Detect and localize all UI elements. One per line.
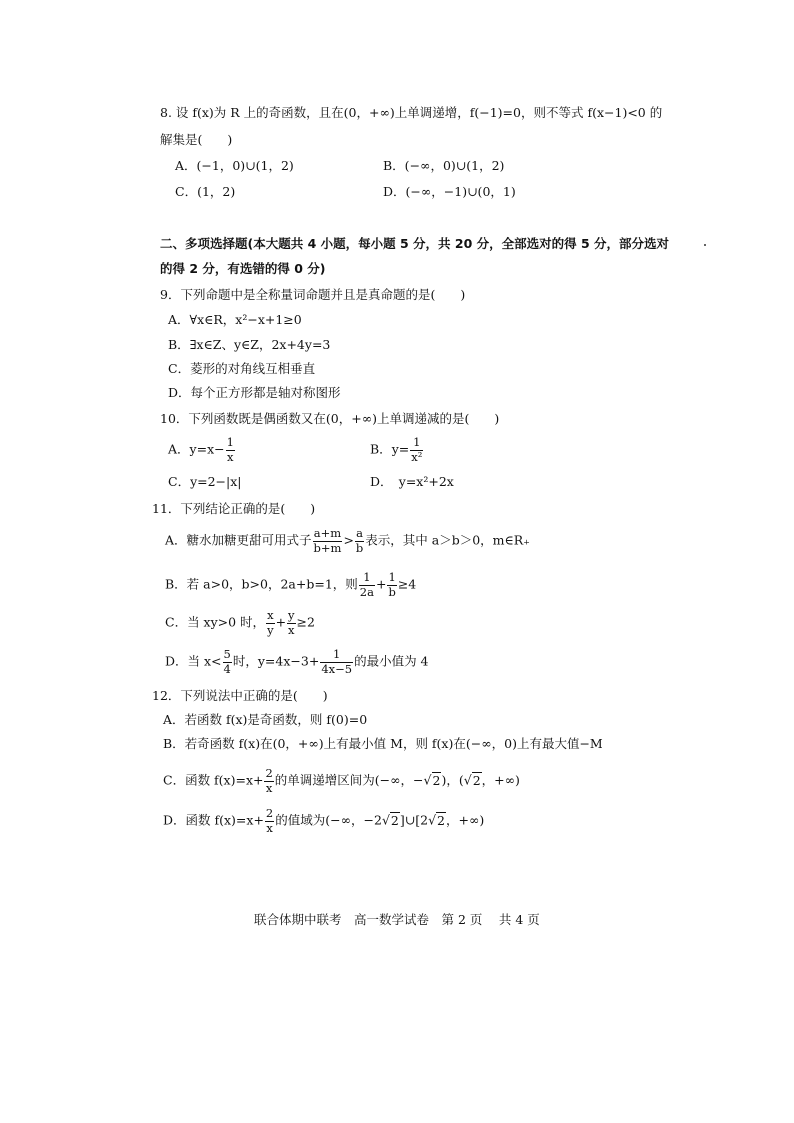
q10-b-fraction <box>410 437 423 463</box>
q11-d-post: 的最小值为 4 <box>354 653 429 669</box>
q10-option-d: D． y=x²+2x <box>370 474 454 489</box>
q11-b-pre: B．若 a>0，b>0，2a+b=1，则 <box>165 576 358 592</box>
q11-b-den2: b <box>388 584 396 599</box>
q11-b-num1: 1 <box>359 572 375 586</box>
q11-b-frac1 <box>359 572 375 598</box>
q8-stem-line1: 8. 设 f(x)为 R 上的奇函数，且在(0，+∞)上单调递增，f(−1)=0，则不等式 f(x−1)<0 的 <box>160 105 663 120</box>
q11-a-den1: b+m <box>313 540 342 555</box>
q11-c-pre: C．当 xy>0 时， <box>165 614 266 630</box>
q12-c-mid: 的单调递增区间为(−∞，− <box>274 772 424 788</box>
q10-stem: 10．下列函数既是偶函数又在(0，+∞)上单调递减的是( ) <box>160 411 500 426</box>
q12-d-num: 2 <box>265 806 274 820</box>
q10-b-den: x² <box>411 449 423 464</box>
q11-a-frac2 <box>355 528 364 554</box>
q11-d-num2: 1 <box>320 649 353 663</box>
q12-d-pre: D．函数 f(x)=x+ <box>163 812 264 828</box>
q11-c-den1: y <box>267 622 274 637</box>
q11-b-den1: 2a <box>359 584 374 599</box>
q9-option-b: B．∃x∈Z、y∈Z，2x+4y=3 <box>168 337 331 352</box>
q12-d-den: x <box>266 820 273 835</box>
q11-d-mid: 时，y=4x−3+ <box>232 653 320 669</box>
q9-option-d: D．每个正方形都是轴对称图形 <box>168 385 341 400</box>
q12-c-mid2: )，( <box>441 772 464 788</box>
q12-d-mid: 的值域为(−∞，−2 <box>275 812 382 828</box>
q11-c-num2: y <box>288 608 295 622</box>
q8-stem-line2: 解集是( ) <box>160 132 233 147</box>
q11-c-frac1 <box>266 610 275 636</box>
q11-d-frac1 <box>223 649 232 675</box>
sqrt-symbol: √ <box>381 812 390 828</box>
q11-a-den2: b <box>355 540 364 555</box>
q12-d-radicand2: 2 <box>437 812 445 828</box>
q12-d-mid2: ]∪[2 <box>399 812 429 828</box>
q12-c-den: x <box>265 780 273 795</box>
q8-option-b: B．(−∞，0)∪(1，2) <box>383 158 505 173</box>
q10-b-expr: y= <box>391 441 410 457</box>
section2-heading-line1: 二、多项选择题(本大题共 4 小题，每小题 5 分，共 20 分，全部选对的得 5 分，部分选对 <box>160 236 670 251</box>
q9-stem: 9．下列命题中是全称量词命题并且是真命题的是( ) <box>160 287 466 302</box>
q12-c-radicand2: 2 <box>472 772 481 788</box>
q10-a-prefix: A． <box>168 441 190 457</box>
q11-c-post: ≥2 <box>296 614 315 630</box>
q11-a-frac1 <box>313 528 343 554</box>
q11-a-post: 表示，其中 a＞b＞0，m∈R₊ <box>365 532 530 548</box>
q11-d-pre: D．当 x< <box>165 653 222 669</box>
q12-option-a: A．若函数 f(x)是奇函数，则 f(0)=0 <box>163 712 368 727</box>
q12-c-fraction <box>264 768 273 794</box>
q12-d-post: ，+∞) <box>445 812 485 828</box>
q11-c-frac2 <box>287 610 296 636</box>
q11-option-b <box>165 572 416 598</box>
q8-option-c: C．(1，2) <box>175 184 236 199</box>
q12-d-radicand1: 2 <box>390 812 399 828</box>
q11-option-c <box>165 610 315 636</box>
q12-c-radicand1: 2 <box>432 772 441 788</box>
q12-c-pre: C．函数 f(x)=x+ <box>163 772 264 788</box>
q11-c-num1: x <box>267 608 274 622</box>
q12-c-num: 2 <box>265 766 273 780</box>
q10-b-prefix: B． <box>370 441 392 457</box>
q12-stem: 12．下列说法中正确的是( ) <box>152 688 328 703</box>
q11-d-frac2 <box>320 649 353 675</box>
q11-c-plus: + <box>275 614 287 630</box>
page-footer: 联合体期中联考 高一数学试卷 第 2 页 共 4 页 <box>254 912 540 927</box>
sqrt-symbol: √ <box>423 772 432 788</box>
q11-a-num1: a+m <box>313 526 342 540</box>
q8-option-d: D．(−∞，−1)∪(0，1) <box>383 184 516 199</box>
sqrt-symbol: √ <box>428 812 437 828</box>
q10-a-expr: y=x− <box>189 441 225 457</box>
q10-option-a <box>168 437 236 463</box>
q10-b-num: 1 <box>410 437 423 451</box>
q12-option-b: B．若奇函数 f(x)在(0，+∞)上有最小值 M，则 f(x)在(−∞，0)上有最大值−M <box>163 736 603 751</box>
q9-option-a: A．∀x∈R，x²−x+1≥0 <box>168 312 302 327</box>
q11-a-num2: a <box>356 526 364 540</box>
q11-a-pre: A．糖水加糖更甜可用式子 <box>165 532 312 548</box>
q10-option-c: C．y=2−|x| <box>168 474 242 489</box>
q12-option-d <box>163 808 484 834</box>
scan-speck <box>704 244 706 246</box>
q11-d-num1: 5 <box>223 647 231 661</box>
q12-option-c <box>163 768 520 794</box>
q11-option-d <box>165 649 429 675</box>
q10-a-den: x <box>227 449 234 464</box>
q11-b-frac2 <box>387 572 396 598</box>
q12-d-fraction <box>265 808 274 834</box>
sqrt-symbol: √ <box>463 772 472 788</box>
q11-d-den1: 4 <box>223 661 231 676</box>
q11-a-gt: > <box>343 532 354 548</box>
q11-option-a <box>165 528 530 554</box>
q11-b-num2: 1 <box>388 570 396 584</box>
q11-stem: 11．下列结论正确的是( ) <box>152 501 316 516</box>
section2-heading-line2: 的得 2 分，有选错的得 0 分) <box>160 261 326 276</box>
q11-d-den2: 4x−5 <box>321 661 353 676</box>
q10-a-fraction <box>226 437 235 463</box>
q10-option-b <box>370 437 424 463</box>
q11-b-plus: + <box>375 576 387 592</box>
q12-c-post: ，+∞) <box>481 772 520 788</box>
q8-option-a: A．(−1，0)∪(1，2) <box>175 158 294 173</box>
q9-option-c: C．菱形的对角线互相垂直 <box>168 361 316 376</box>
q10-a-num: 1 <box>226 435 234 449</box>
q11-c-den2: x <box>288 622 295 637</box>
q11-b-post: ≥4 <box>397 576 417 592</box>
